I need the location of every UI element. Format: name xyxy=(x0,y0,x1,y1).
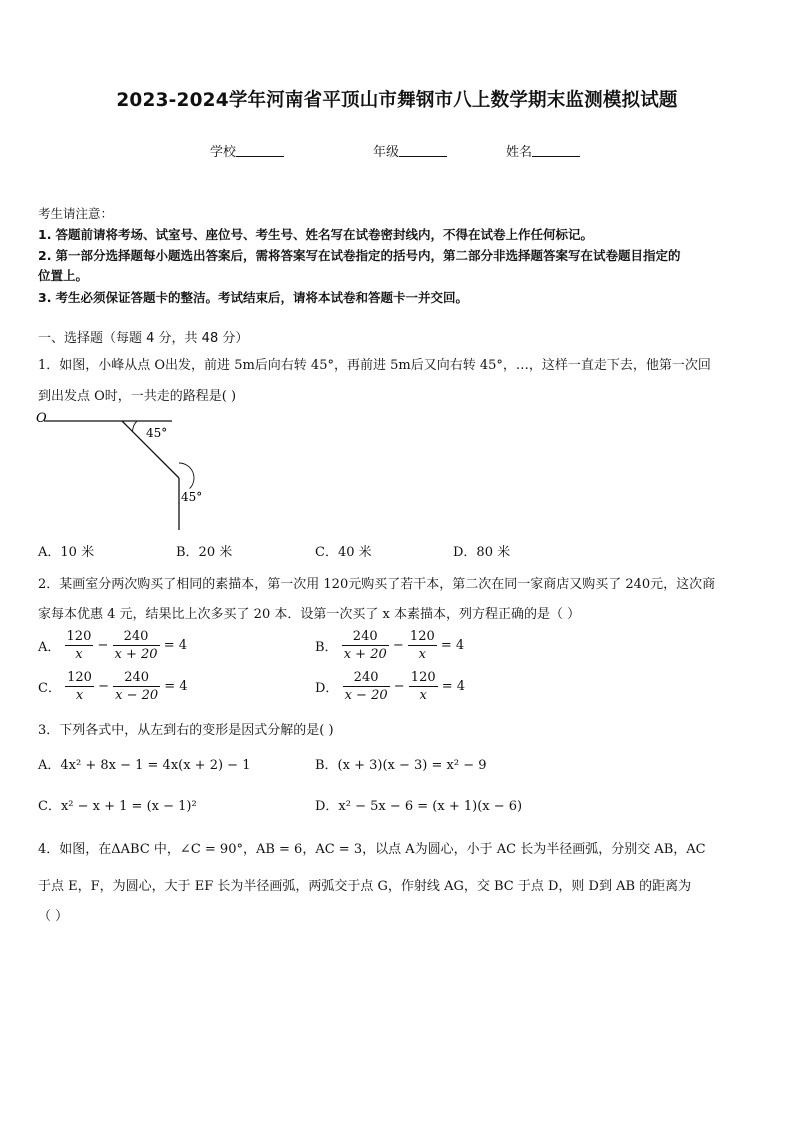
q3-stem: 3．下列各式中，从左到右的变形是因式分解的是( ) xyxy=(38,723,334,738)
q2-option-d[interactable]: D． $\frac{240}{x - 20}$ − $\frac{120}{x}$ = 4 xyxy=(315,670,466,703)
q1-path-figure xyxy=(36,408,216,532)
grade-field xyxy=(373,141,447,160)
q3-option-a[interactable]: A．4x² + 8x − 1 = 4x(x + 2) − 1 xyxy=(38,758,251,773)
q1-option-d[interactable]: D．80 米 xyxy=(453,545,511,560)
q1-angle-arc-1 xyxy=(133,421,137,432)
q1-option-c[interactable]: C．40 米 xyxy=(315,545,372,560)
page-title: 2023-2024学年河南省平顶山市舞钢市八上数学期末监测模拟试题 xyxy=(116,90,678,111)
school-blank xyxy=(236,144,284,157)
section-heading: 一、选择题（每题 4 分，共 48 分） xyxy=(38,331,249,346)
frac: $\frac{120}{x}$ xyxy=(66,629,92,662)
q2-line2: 家每本优惠 4 元，结果比上次多买了 20 本．设第一次买了 x 本素描本，列方程正确的是（ ） xyxy=(38,607,581,622)
frac: $\frac{240}{x + 20}$ xyxy=(114,629,158,662)
grade-label: 年级 xyxy=(373,145,400,160)
notice-item-3: 3. 考生必须保证答题卡的整洁。考试结束后，请将本试卷和答题卡一并交回。 xyxy=(38,290,468,305)
q4-line2: 于点 E，F，为圆心，大于 EF 长为半径画弧，两弧交于点 G，作射线 AG，交 BC 于点 D，则 D到 AB 的距离为 xyxy=(38,879,692,894)
q1-angle-arc-2 xyxy=(179,463,194,489)
frac: $\frac{120}{x}$ xyxy=(409,629,435,662)
q1-option-b[interactable]: B．20 米 xyxy=(176,545,233,560)
q1-angle-label-2: 45° xyxy=(181,490,203,504)
q2-option-c[interactable]: C． $\frac{120}{x}$ − $\frac{240}{x - 20}$ = 4 xyxy=(38,670,188,703)
notice-item-2-cont: 位置上。 xyxy=(38,268,89,283)
frac: $\frac{240}{x + 20}$ xyxy=(343,629,387,662)
q4-line1: 4．如图，在ΔABC 中，∠C = 90°，AB = 6，AC = 3，以点 A为圆心，小于 AC 长为半径画弧，分别交 AB，AC xyxy=(38,842,706,857)
q3-option-d[interactable]: D．x² − 5x − 6 = (x + 1)(x − 6) xyxy=(315,799,523,814)
notice-item-2: 2. 第一部分选择题每小题选出答案后，需将答案写在试卷指定的括号内，第二部分非选择题答案写在试卷题目指定的 xyxy=(38,248,681,263)
frac: $\frac{120}{x}$ xyxy=(410,670,436,703)
q1-line1: 1．如图，小峰从点 O出发，前进 5m后向右转 45°，再前进 5m后又向右转 45°，…，这样一直走下去，他第一次回 xyxy=(38,358,711,373)
name-label: 姓名 xyxy=(506,145,533,160)
q2-option-a[interactable]: A． $\frac{120}{x}$ − $\frac{240}{x + 20}$ = 4 xyxy=(38,629,188,662)
q1-angle-label-1: 45° xyxy=(146,426,168,440)
school-field xyxy=(210,141,284,160)
frac: $\frac{240}{x - 20}$ xyxy=(344,670,388,703)
q1-point-o: O xyxy=(36,411,47,426)
q3-option-c[interactable]: C．x² − x + 1 = (x − 1)² xyxy=(38,799,197,814)
grade-blank xyxy=(399,144,447,157)
notice-item-1: 1. 答题前请将考场、试室号、座位号、考生号、姓名写在试卷密封线内，不得在试卷上作任何标记。 xyxy=(38,227,593,242)
frac: $\frac{240}{x - 20}$ xyxy=(115,670,159,703)
q3-option-b[interactable]: B．(x + 3)(x − 3) = x² − 9 xyxy=(315,758,487,773)
q1-line2: 到出发点 O时，一共走的路程是( ) xyxy=(38,389,237,404)
q4-line3: （ ） xyxy=(38,909,69,924)
school-label: 学校 xyxy=(210,145,237,160)
notice-heading: 考生请注意： xyxy=(38,206,114,221)
q2-line1: 2．某画室分两次购买了相同的素描本，第一次用 120元购买了若干本，第二次在同一家商店又购买了 240元，这次商 xyxy=(38,577,716,592)
q1-option-a[interactable]: A．10 米 xyxy=(38,545,95,560)
q2-option-b[interactable]: B． $\frac{240}{x + 20}$ − $\frac{120}{x}$ = 4 xyxy=(315,629,465,662)
name-blank xyxy=(532,144,580,157)
frac: $\frac{120}{x}$ xyxy=(67,670,92,703)
name-field xyxy=(506,141,580,160)
